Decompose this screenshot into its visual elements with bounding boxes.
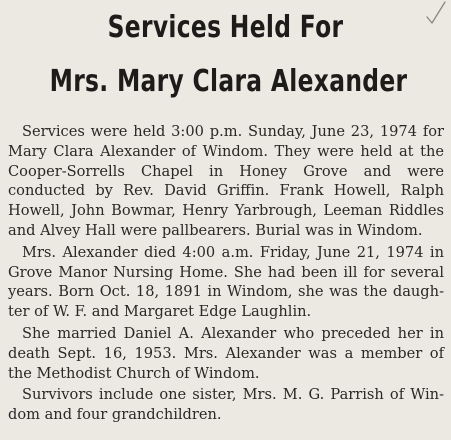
headline-line-1: Services Held For (107, 10, 344, 45)
paragraph-death: Mrs. Alexander died 4:00 a.m. Friday, June 21, 1974 in Grove Manor Nursing Home. She had been ill for several years. Born Oct. 18, 1891 in Windom, she was the daughter of W. F. and Margaret Edge Laughlin. (8, 243, 444, 321)
paragraph-marriage: She married Daniel A. Alexander who preceded her in death Sept. 16, 1953. Mrs. Alexander was a member of the Methodist Church of Windom. (8, 324, 444, 382)
check-mark-icon (423, 0, 447, 26)
article-body (8, 122, 444, 425)
paragraph-services: Services were held 3:00 p.m. Sunday, June 23, 1974 for Mary Clara Alexander of Windom. They were held at the Cooper-Sorrells Chapel in Honey Grove and were conducted by Rev. David Griffin. Frank Howell, Ralph Howell, John Bowmar, Henry Yarbrough, Leeman Riddles and Alvey Hall were pallbearers. Burial was in Windom. (8, 123, 444, 239)
headline-line-2: Mrs. Mary Clara Alexander (49, 64, 408, 99)
paragraph-survivors: Survivors include one sister, Mrs. M. G. Parrish of Windom and four grandchildren. (8, 386, 444, 424)
